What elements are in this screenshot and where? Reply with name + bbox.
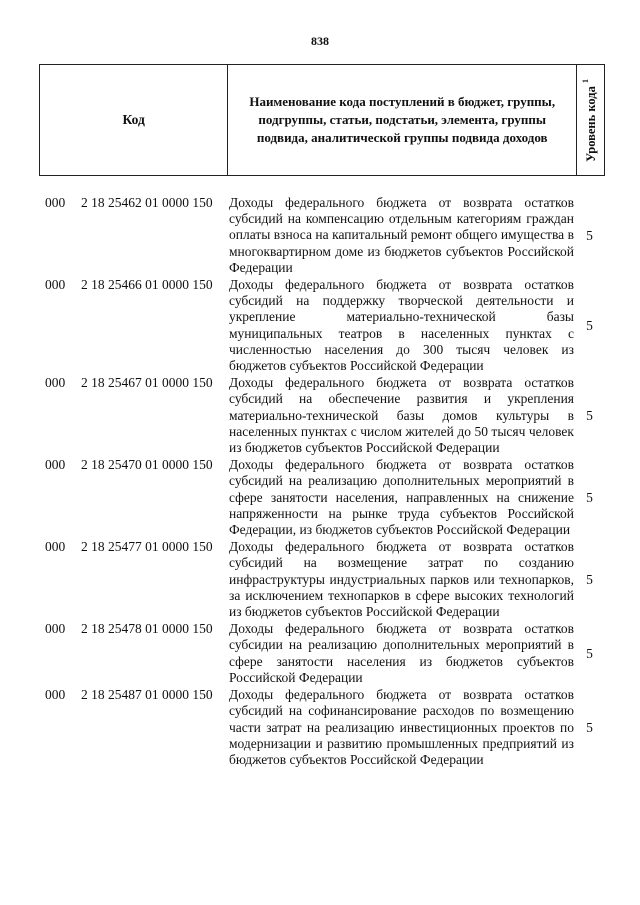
- income-code: 2 18 25467 01 0000 150: [81, 375, 213, 391]
- header-level-text: [581, 79, 599, 162]
- header-level-footnote: 1: [581, 78, 591, 83]
- table-row: [39, 277, 605, 374]
- income-name: Доходы федерального бюджета от возврата остатков субсидий на поддержку творческой деятельности и укрепление материально-технической базы муниципальных театров в населенных пунктах с численностью населения до 300 тысяч человек из бюджетов субъектов Российской Федерации: [229, 277, 574, 374]
- admin-code: 000: [45, 277, 66, 293]
- table-header: [39, 64, 605, 176]
- header-name: Наименование кода поступлений в бюджет, группы, подгруппы, статьи, подстатьи, элемента, группы подвида, аналитической группы подвида доходов: [228, 65, 577, 175]
- income-name: Доходы федерального бюджета от возврата остатков субсидий на обеспечение развития и укрепления материально-технической базы домов культуры в населенных пунктах с числом жителей до 50 тысяч человек из бюджетов субъектов Российской Федерации: [229, 375, 574, 456]
- table-row: [39, 375, 605, 456]
- admin-code: 000: [45, 687, 66, 703]
- admin-code: 000: [45, 457, 66, 473]
- code-level: 5: [586, 645, 593, 661]
- table-body: [39, 195, 605, 769]
- code-level: 5: [586, 407, 593, 423]
- admin-code: 000: [45, 621, 66, 637]
- income-name: Доходы федерального бюджета от возврата остатков субсидий на компенсацию отдельным категориям граждан оплаты взноса на капитальный ремонт общего имущества в многоквартирном доме из бюджетов субъектов Российской Федерации: [229, 195, 574, 275]
- table-row: [39, 539, 605, 620]
- code-level: 5: [586, 719, 593, 735]
- income-code: 2 18 25477 01 0000 150: [81, 539, 213, 555]
- header-level-label: Уровень кода: [584, 85, 599, 162]
- admin-code: 000: [45, 539, 66, 555]
- income-name: Доходы федерального бюджета от возврата остатков субсидий на реализацию дополнительных мероприятий в сфере занятости населения, направленных на снижение напряженности на рынке труда субъектов Российской Федерации, из бюджетов субъектов Российской Федерации: [229, 457, 574, 538]
- income-code: 2 18 25470 01 0000 150: [81, 457, 213, 473]
- income-name: Доходы федерального бюджета от возврата остатков субсидий на софинансирование расходов по возмещению части затрат на реализацию инвестиционных проектов по модернизации и развитию промышленных предприятий из бюджетов субъектов Российской Федерации: [229, 687, 574, 767]
- admin-code: 000: [45, 195, 66, 210]
- table-row: [39, 457, 605, 538]
- income-code: 2 18 25487 01 0000 150: [81, 687, 213, 703]
- page-number: 838: [311, 34, 329, 48]
- header-code: Код: [40, 65, 228, 175]
- code-level: 5: [586, 571, 593, 587]
- income-name: Доходы федерального бюджета от возврата остатков субсидий на возмещение затрат по созданию инфраструктуры индустриальных парков или технопарков, за исключением технопарков в сфере высоких технологий из бюджетов субъектов Российской Федерации: [229, 539, 574, 620]
- income-code: 2 18 25466 01 0000 150: [81, 277, 213, 293]
- table-row: [39, 195, 605, 276]
- income-code: 2 18 25462 01 0000 150: [81, 195, 213, 210]
- table-row: [39, 621, 605, 686]
- income-code: 2 18 25478 01 0000 150: [81, 621, 213, 637]
- code-level: 5: [586, 317, 593, 333]
- code-level: 5: [586, 489, 593, 505]
- header-level: [577, 65, 604, 175]
- code-level: 5: [586, 227, 593, 243]
- income-name: Доходы федерального бюджета от возврата остатков субсидии на реализацию дополнительных мероприятий в сфере занятости населения из бюджетов субъектов Российской Федерации: [229, 621, 574, 685]
- table-row: [39, 687, 605, 768]
- admin-code: 000: [45, 375, 66, 391]
